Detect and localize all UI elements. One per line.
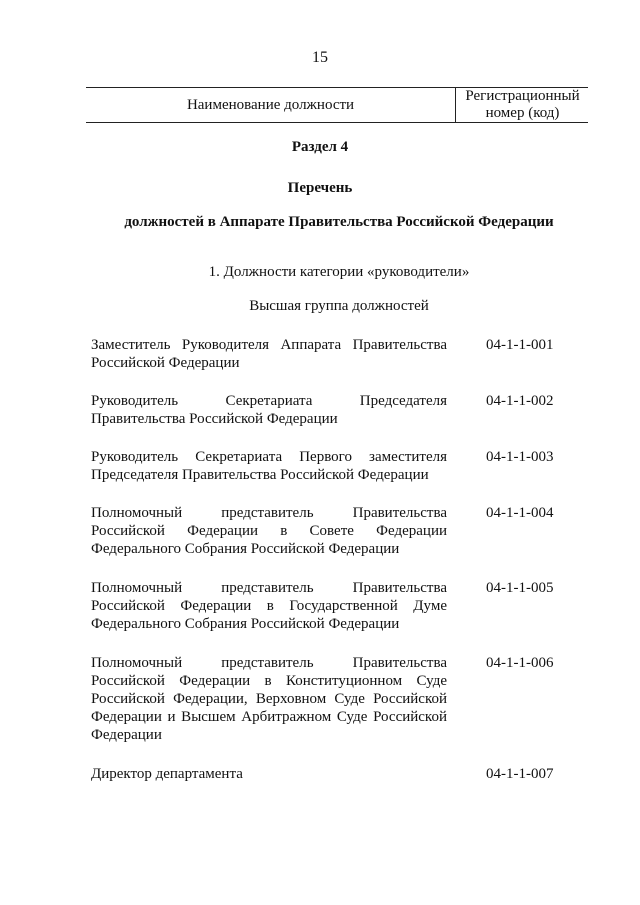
position-name-column-header: Наименование должности <box>186 97 355 113</box>
position-code: 04-1-1-003 <box>486 449 554 465</box>
position-name: Полномочный представитель Правительства Российской Федерации в Государственной Думе Федерального Собрания Российской Федерации <box>91 580 447 632</box>
position-name: Директор департамента <box>91 766 243 782</box>
page-number: 15 <box>312 49 328 66</box>
position-name: Полномочный представитель Правительства Российской Федерации в Конституционном Суде Российской Федерации, Верховном Суде Российской Федерации и Высшем Арбитражном Суде Российской Федерации <box>91 655 447 743</box>
section-title: Раздел 4 <box>291 139 349 155</box>
position-code: 04-1-1-007 <box>486 766 554 782</box>
position-code: 04-1-1-005 <box>486 580 554 596</box>
column-divider <box>455 88 456 122</box>
registration-code-column-header <box>457 88 588 122</box>
code-column-header-line1: Регистрационный <box>465 88 580 104</box>
position-code: 04-1-1-001 <box>486 337 554 353</box>
position-name: Руководитель Секретариата Председателя Правительства Российской Федерации <box>91 393 447 427</box>
position-name: Руководитель Секретариата Первого заместителя Председателя Правительства Российской Федерации <box>91 449 447 483</box>
code-column-header-line2: номер (код) <box>485 105 560 121</box>
group-heading: Высшая группа должностей <box>249 298 429 314</box>
position-code: 04-1-1-006 <box>486 655 554 671</box>
list-title: Перечень <box>287 180 353 196</box>
position-code: 04-1-1-002 <box>486 393 554 409</box>
category-heading: 1. Должности категории «руководители» <box>208 264 470 280</box>
list-subtitle: должностей в Аппарате Правительства Российской Федерации <box>124 214 554 230</box>
table-header <box>86 87 588 123</box>
position-code: 04-1-1-004 <box>486 505 554 521</box>
position-name: Полномочный представитель Правительства Российской Федерации в Совете Федерации Федерального Собрания Российской Федерации <box>91 505 447 557</box>
position-name: Заместитель Руководителя Аппарата Правительства Российской Федерации <box>91 337 447 371</box>
